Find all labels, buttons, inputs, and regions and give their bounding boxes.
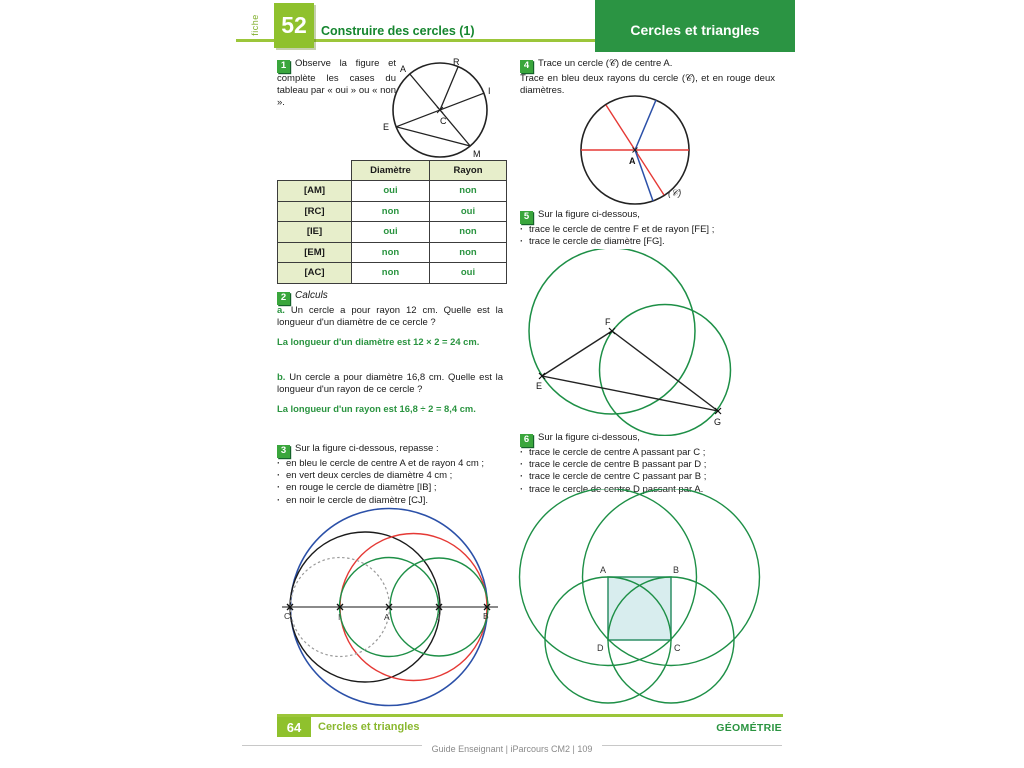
diametre-rayon-table [277, 160, 507, 284]
point-label-b: B [673, 565, 680, 575]
figure-circle-center-c [378, 56, 508, 162]
exercise-5-block [520, 209, 775, 248]
exercise-1-number-badge: 1 [277, 60, 290, 73]
table-row [278, 181, 507, 202]
exercise-5-intro: Sur la figure ci-dessous, [538, 209, 640, 220]
point-label-c: C [284, 611, 291, 621]
cell-diametre: oui [352, 222, 430, 243]
point-label-a: A [600, 565, 607, 575]
exercise-4-block [520, 58, 775, 97]
col-header-rayon: Rayon [430, 161, 507, 181]
footer-section-title: Cercles et triangles [318, 721, 420, 733]
square-abcd [608, 577, 671, 640]
point-label-r: R [453, 57, 460, 67]
bullet-text: trace le cercle de centre D passant par A. [529, 483, 704, 495]
green-circle-diameter-fg [600, 305, 731, 436]
blue-ray-2 [635, 150, 653, 201]
point-label-g: G [714, 417, 722, 427]
bullet-text: trace le cercle de centre A passant par C ; [529, 446, 706, 458]
exercise-6-bullet [520, 471, 775, 483]
figure-triangle-efg [515, 249, 775, 436]
table-row [278, 222, 507, 243]
row-label: [AC] [278, 263, 352, 284]
table-empty-corner [278, 161, 352, 181]
question-a [277, 305, 503, 330]
bullet-dot: · [520, 235, 524, 247]
point-label-j: J [436, 612, 441, 622]
page-title: Construire des cercles (1) [321, 24, 475, 38]
exercise-2-title: Calculs [295, 290, 328, 301]
credit-row [242, 739, 782, 753]
fiche-vertical-label: fiche [249, 14, 260, 36]
exercise-3-intro-line [277, 443, 509, 458]
page-number-badge: 64 [277, 717, 311, 737]
question-a-text: Un cercle a pour rayon 12 cm. Quelle est la longueur d'un diamètre de ce cercle ? [277, 305, 504, 329]
table-header-row [278, 161, 507, 181]
point-label-a: A [400, 64, 407, 74]
exercise-1-instruction: Observe la figure et complète les cases du tableau par « oui » ou « non ». [277, 58, 396, 109]
row-label: [AM] [278, 181, 352, 202]
exercise-3-bullet [277, 458, 509, 470]
point-label-f: F [605, 317, 611, 327]
row-label: [RC] [278, 201, 352, 222]
cell-diametre: non [352, 201, 430, 222]
segment-eg [542, 376, 718, 411]
point-label-m: M [473, 149, 481, 159]
question-a-label: a. [277, 305, 285, 316]
cell-rayon: oui [430, 201, 507, 222]
bullet-text: en bleu le cercle de centre A et de rayon 4 cm ; [286, 457, 485, 469]
bullet-text: en rouge le cercle de diamètre [IB] ; [286, 482, 437, 494]
chapter-banner: Cercles et triangles [595, 0, 795, 52]
cell-diametre: oui [352, 181, 430, 202]
bullet-text: en vert deux cercles de diamètre 4 cm ; [286, 469, 453, 481]
footer-domain-label: GÉOMÉTRIE [716, 722, 782, 734]
fiche-number-badge: 52 [274, 3, 314, 48]
point-label-d: D [597, 643, 604, 653]
answer-b: La longueur d'un rayon est 16,8 ÷ 2 = 8,4 cm. [277, 403, 476, 414]
cell-rayon: non [430, 242, 507, 263]
exercise-6-intro-line [520, 432, 775, 447]
credit-text: Guide Enseignant | iParcours CM2 | 109 [422, 744, 603, 754]
question-b-text: Un cercle a pour diamètre 16,8 cm. Quelle est la longueur d'un rayon de ce cercle ? [277, 372, 503, 396]
cell-diametre: non [352, 242, 430, 263]
cell-rayon: non [430, 181, 507, 202]
exercise-2-heading [277, 290, 328, 305]
table-row [278, 263, 507, 284]
bullet-dot: · [520, 483, 524, 495]
bullet-dot: · [277, 457, 281, 469]
bullet-dot: · [520, 223, 524, 235]
row-label: [IE] [278, 222, 352, 243]
exercise-4-line1 [520, 58, 775, 73]
point-label-e: E [536, 381, 543, 391]
exercise-5-intro-line [520, 209, 775, 224]
point-label-i: I [488, 86, 491, 96]
point-label-c: C [674, 643, 681, 653]
exercise-3-bullet [277, 470, 509, 482]
segment-fg [612, 331, 718, 411]
figure-circle-rays-diameters [575, 93, 725, 210]
figure-square-abcd [515, 489, 775, 710]
point-label-i: I [338, 612, 341, 622]
bullet-dot: · [277, 482, 281, 494]
cell-rayon: oui [430, 263, 507, 284]
table-row [278, 201, 507, 222]
point-label-a: A [384, 612, 390, 622]
exercise-6-number-badge: 6 [520, 434, 533, 447]
exercise-3-bullet [277, 482, 509, 494]
cell-rayon: non [430, 222, 507, 243]
table-row [278, 242, 507, 263]
exercise-6-bullet [520, 459, 775, 471]
exercise-6-bullet [520, 447, 775, 459]
answer-a: La longueur d'un diamètre est 12 × 2 = 24 cm. [277, 336, 480, 347]
bullet-text: trace le cercle de diamètre [FG]. [529, 235, 665, 247]
bullet-dot: · [520, 471, 524, 483]
bullet-text: trace le cercle de centre F et de rayon [FE] ; [529, 223, 715, 235]
center-label-a: A [629, 156, 636, 166]
point-label-e: E [383, 122, 390, 132]
exercise-4-number-badge: 4 [520, 60, 533, 73]
exercise-5-bullet [520, 236, 775, 248]
bullet-text: trace le cercle de centre B passant par D ; [529, 458, 707, 470]
question-b-label: b. [277, 372, 286, 383]
exercise-4-line2: Trace en bleu deux rayons du cercle (𝒞), et en rouge deux diamètres. [520, 72, 775, 96]
point-label-c: C [440, 116, 447, 126]
point-label-b: B [483, 611, 489, 621]
bullet-dot: · [520, 458, 524, 470]
exercise-2-number-badge: 2 [277, 292, 290, 305]
bullet-dot: · [520, 446, 524, 458]
exercise-6-intro: Sur la figure ci-dessous, [538, 432, 640, 443]
blue-ray-1 [635, 100, 656, 150]
bullet-text: trace le cercle de centre C passant par B ; [529, 471, 707, 483]
bullet-dot: · [277, 494, 281, 506]
figure-circles-on-line [280, 500, 500, 710]
cell-diametre: non [352, 263, 430, 284]
bullet-text: en noir le cercle de diamètre [CJ]. [286, 494, 429, 506]
circle-name-label: (𝒞) [668, 188, 682, 199]
exercise-3-intro: Sur la figure ci-dessous, repasse : [295, 443, 439, 454]
question-b [277, 372, 503, 397]
exercise-5-number-badge: 5 [520, 211, 533, 224]
row-label: [EM] [278, 242, 352, 263]
bullet-dot: · [277, 469, 281, 481]
exercise-3-block [277, 443, 509, 507]
exercise-3-number-badge: 3 [277, 445, 290, 458]
exercise-6-block [520, 432, 775, 496]
exercise-4-instruction-1: Trace un cercle (𝒞) de centre A. [538, 58, 673, 69]
exercise-5-bullet [520, 224, 775, 236]
col-header-diametre: Diamètre [352, 161, 430, 181]
footer-rule [277, 714, 783, 717]
